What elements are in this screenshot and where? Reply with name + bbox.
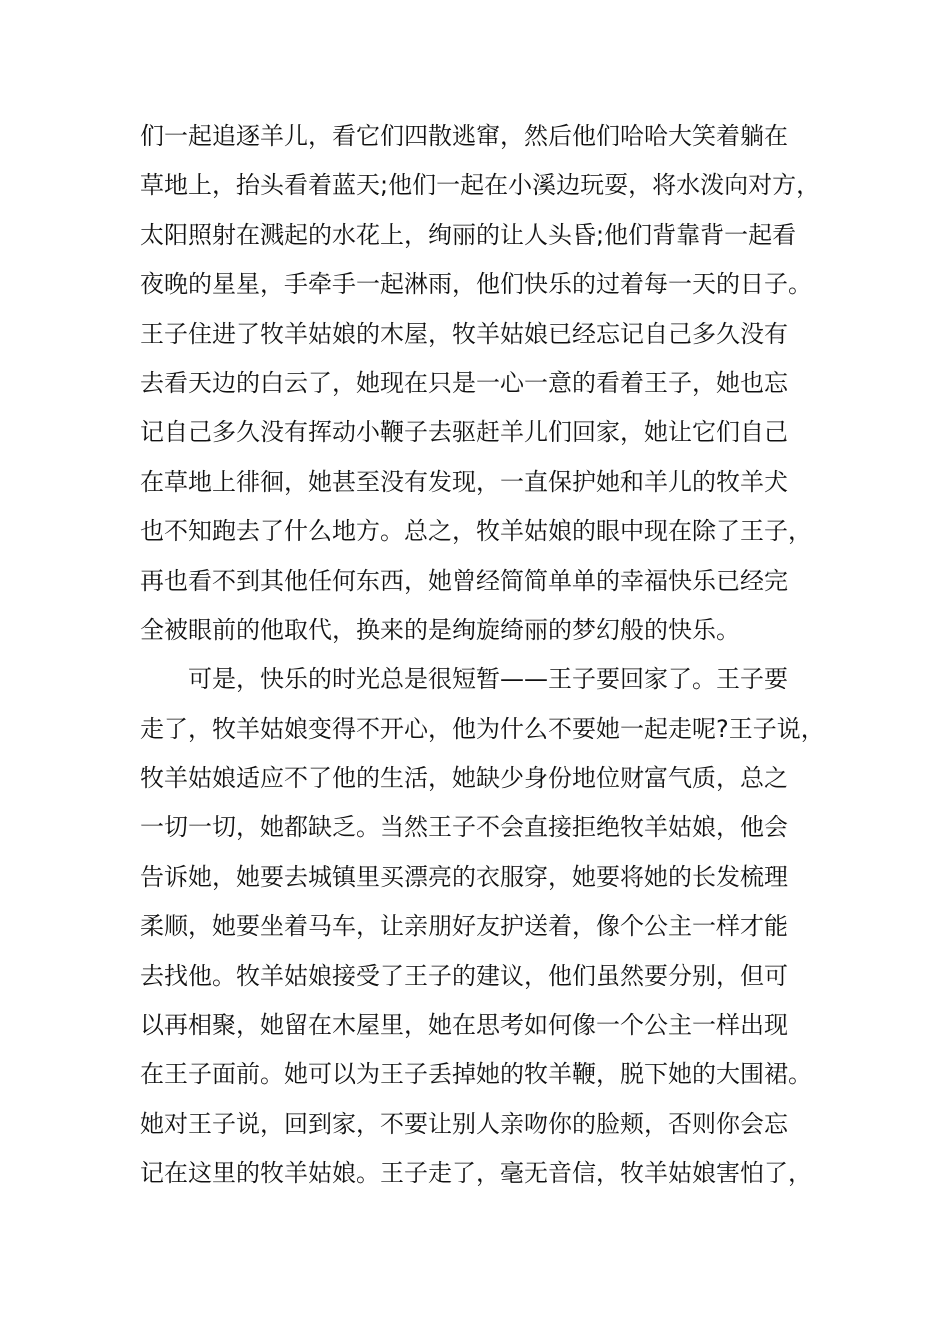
text-line: 柔顺，她要坐着马车，让亲朋好友护送着，像个公主一样才能 (140, 912, 788, 941)
text-line: 去找他。牧羊姑娘接受了王子的建议，他们虽然要分别，但可 (140, 961, 788, 990)
text-line: 在草地上徘徊，她甚至没有发现，一直保护她和羊儿的牧羊犬 (140, 467, 788, 496)
text-line: 一切一切，她都缺乏。当然王子不会直接拒绝牧羊姑娘，他会 (140, 813, 788, 842)
text-line: 王子住进了牧羊姑娘的木屋，牧羊姑娘已经忘记自己多久没有 (140, 319, 788, 348)
body-text (140, 112, 830, 1199)
text-line: 太阳照射在溅起的水花上，绚丽的让人头昏;他们背靠背一起看 (140, 220, 797, 249)
text-line: 草地上，抬头看着蓝天;他们一起在小溪边玩耍，将水泼向对方， (140, 171, 821, 200)
text-line: 可是，快乐的时光总是很短暂——王子要回家了。王子要 (140, 665, 788, 694)
text-line: 牧羊姑娘适应不了他的生活，她缺少身份地位财富气质，总之 (140, 764, 788, 793)
text-line: 她对王子说，回到家，不要让别人亲吻你的脸颊，否则你会忘 (140, 1109, 788, 1138)
text-line: 也不知跑去了什么地方。总之，牧羊姑娘的眼中现在除了王子， (140, 517, 812, 546)
text-line: 记自己多久没有挥动小鞭子去驱赶羊儿们回家，她让它们自己 (140, 418, 788, 447)
text-line: 夜晚的星星，手牵手一起淋雨，他们快乐的过着每一天的日子。 (140, 270, 812, 299)
text-line: 记在这里的牧羊姑娘。王子走了，毫无音信，牧羊姑娘害怕了， (140, 1159, 812, 1188)
text-line: 以再相聚，她留在木屋里，她在思考如何像一个公主一样出现 (140, 1011, 788, 1040)
text-line: 去看天边的白云了，她现在只是一心一意的看着王子，她也忘 (140, 368, 788, 397)
text-line: 走了，牧羊姑娘变得不开心，他为什么不要她一起走呢?王子说， (140, 714, 825, 743)
text-line: 再也看不到其他任何东西，她曾经简简单单的幸福快乐已经完 (140, 566, 788, 595)
text-line: 们一起追逐羊儿，看它们四散逃窜，然后他们哈哈大笑着躺在 (140, 122, 788, 150)
text-line: 在王子面前。她可以为王子丢掉她的牧羊鞭，脱下她的大围裙。 (140, 1060, 812, 1089)
text-line: 全被眼前的他取代，换来的是绚旋绮丽的梦幻般的快乐。 (140, 615, 740, 644)
text-line: 告诉她，她要去城镇里买漂亮的衣服穿，她要将她的长发梳理 (140, 862, 788, 891)
